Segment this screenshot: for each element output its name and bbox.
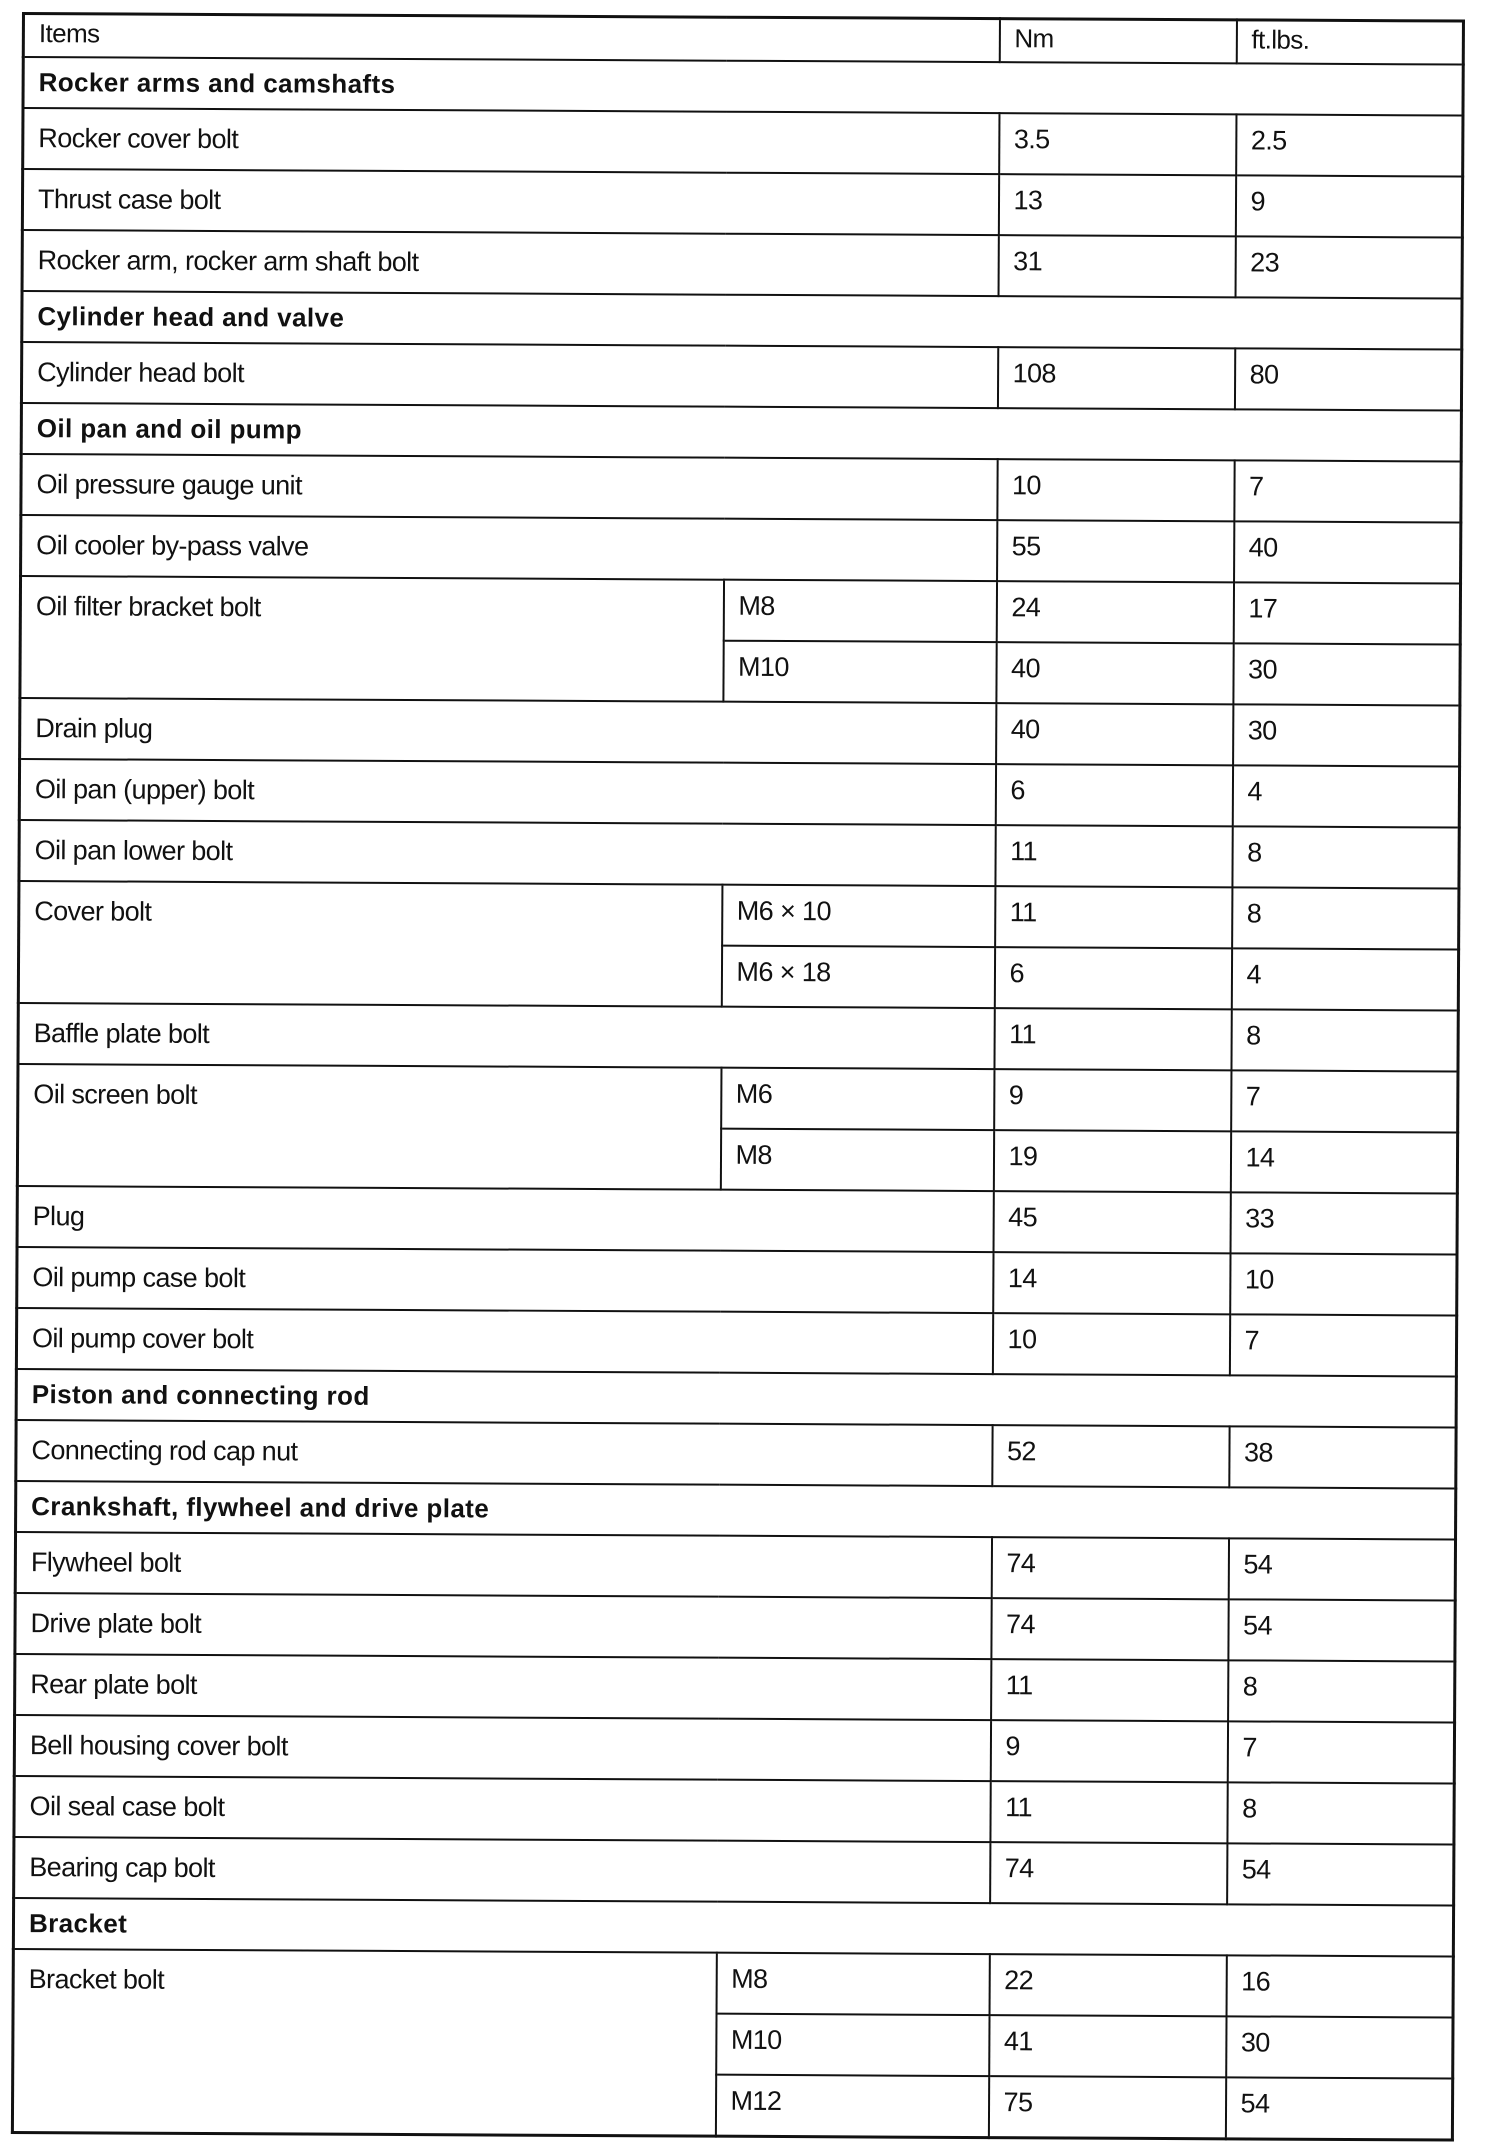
item-name: Bracket bolt [12,1949,716,2136]
item-name: Baffle plate bolt [18,1003,994,1069]
item-name: Oil filter bracket bolt [20,576,724,702]
bolt-size: M12 [715,2075,988,2138]
item-name: Cylinder head bolt [21,342,997,408]
section-title: Bracket [13,1898,1453,1957]
item-name: Oil pump cover bolt [16,1308,992,1374]
torque-ftlbs: 8 [1232,887,1459,949]
item-name: Drain plug [20,698,996,764]
section-heading-row [16,1369,1456,1428]
torque-ftlbs: 54 [1228,1538,1455,1600]
torque-nm: 40 [996,703,1233,765]
torque-nm: 3.5 [999,113,1236,175]
torque-nm: 14 [993,1252,1230,1314]
torque-ftlbs: 54 [1225,2077,1452,2140]
torque-nm: 22 [989,1954,1226,2016]
bolt-size: M8 [720,1129,993,1191]
torque-ftlbs: 16 [1226,1955,1453,2017]
table-row [18,1064,1458,1133]
torque-nm: 19 [993,1130,1230,1192]
table-row [14,1837,1454,1906]
bolt-size: M6 × 18 [721,946,994,1008]
torque-nm: 45 [993,1191,1230,1253]
section-heading-row [22,291,1462,350]
section-title: Cylinder head and valve [22,291,1462,350]
item-name: Oil pan (upper) bolt [19,759,995,825]
torque-ftlbs: 80 [1234,348,1461,410]
torque-nm: 74 [990,1842,1227,1904]
table-row [22,230,1462,299]
torque-ftlbs: 7 [1234,460,1461,522]
torque-nm: 52 [992,1425,1229,1487]
bolt-size: M8 [723,580,996,642]
torque-nm: 11 [995,886,1232,948]
torque-ftlbs: 30 [1226,2016,1453,2078]
table-row [15,1532,1455,1601]
item-name: Thrust case bolt [22,169,998,235]
torque-ftlbs: 7 [1229,1314,1456,1376]
item-name: Rear plate bolt [15,1654,991,1720]
section-title: Crankshaft, flywheel and drive plate [16,1481,1456,1540]
item-name: Oil pressure gauge unit [21,454,997,520]
torque-nm: 41 [989,2015,1226,2077]
torque-ftlbs: 54 [1227,1843,1454,1905]
table-row [19,759,1459,828]
torque-ftlbs: 9 [1235,175,1462,237]
torque-nm: 11 [994,1008,1231,1070]
table-row [15,1593,1455,1662]
item-name: Rocker arm, rocker arm shaft bolt [22,230,998,296]
torque-nm: 74 [991,1598,1228,1660]
section-title: Oil pan and oil pump [21,403,1461,462]
torque-nm: 11 [990,1781,1227,1843]
bolt-size: M8 [716,1953,989,2015]
item-name: Flywheel bolt [15,1532,991,1598]
table-row [13,1949,1453,2018]
table-row [21,454,1461,523]
torque-specification-sheet [11,12,1484,2142]
torque-ftlbs: 7 [1227,1721,1454,1783]
table-row [23,108,1463,177]
item-name: Oil screen bolt [17,1064,721,1190]
table-row [14,1776,1454,1845]
torque-ftlbs: 2.5 [1236,114,1463,176]
torque-nm: 9 [990,1720,1227,1782]
section-heading-row [23,57,1463,116]
torque-nm: 108 [997,347,1234,409]
table-row [15,1654,1455,1723]
torque-nm: 11 [991,1659,1228,1721]
bolt-size: M6 × 10 [722,885,995,947]
torque-ftlbs: 8 [1231,1009,1458,1071]
torque-nm: 6 [995,764,1232,826]
column-header-items: Items [23,14,999,63]
torque-nm: 75 [988,2076,1225,2139]
torque-nm: 55 [997,520,1234,582]
section-heading-row [21,403,1461,462]
torque-nm: 24 [996,581,1233,643]
bolt-size: M10 [723,641,996,703]
torque-table-body [12,14,1463,2141]
bolt-size: M6 [721,1068,994,1130]
section-heading-row [16,1481,1456,1540]
table-row [20,698,1460,767]
table-row [16,1308,1456,1377]
torque-ftlbs: 54 [1228,1599,1455,1661]
table-row [17,1247,1457,1316]
torque-ftlbs: 4 [1231,948,1458,1010]
torque-nm: 40 [996,642,1233,704]
item-name: Bearing cap bolt [14,1837,990,1903]
item-name: Bell housing cover bolt [14,1715,990,1781]
torque-nm: 10 [997,459,1234,521]
table-row [19,881,1459,950]
column-header-nm: Nm [999,19,1236,64]
item-name: Oil pump case bolt [17,1247,993,1313]
table-row [21,515,1461,584]
torque-ftlbs: 17 [1233,582,1460,644]
torque-nm: 6 [994,947,1231,1009]
table-row [19,820,1459,889]
item-name: Oil cooler by-pass valve [21,515,997,581]
torque-nm: 11 [995,825,1232,887]
torque-table [11,12,1465,2142]
torque-ftlbs: 8 [1228,1660,1455,1722]
item-name: Oil pan lower bolt [19,820,995,886]
torque-nm: 10 [992,1313,1229,1375]
header-row [23,14,1463,65]
torque-ftlbs: 14 [1230,1131,1457,1193]
table-row [17,1186,1457,1255]
torque-ftlbs: 30 [1233,643,1460,705]
torque-ftlbs: 7 [1231,1070,1458,1132]
table-row [22,169,1462,238]
torque-nm: 13 [998,174,1235,236]
torque-ftlbs: 33 [1230,1192,1457,1254]
item-name: Cover bolt [18,881,722,1007]
table-row [18,1003,1458,1072]
item-name: Drive plate bolt [15,1593,991,1659]
bolt-size: M10 [716,2014,989,2076]
torque-nm: 9 [994,1069,1231,1131]
torque-ftlbs: 23 [1235,236,1462,298]
section-title: Piston and connecting rod [16,1369,1456,1428]
torque-ftlbs: 8 [1232,826,1459,888]
torque-ftlbs: 40 [1234,521,1461,583]
section-heading-row [13,1898,1453,1957]
table-row [21,342,1461,411]
item-name: Connecting rod cap nut [16,1420,992,1486]
torque-ftlbs: 8 [1227,1782,1454,1844]
table-row [14,1715,1454,1784]
torque-nm: 31 [998,235,1235,297]
torque-ftlbs: 10 [1230,1253,1457,1315]
item-name: Plug [17,1186,993,1252]
torque-ftlbs: 4 [1232,765,1459,827]
table-row [16,1420,1456,1489]
table-row [20,576,1460,645]
column-header-ftlbs: ft.lbs. [1236,20,1463,65]
torque-nm: 74 [991,1537,1228,1599]
item-name: Oil seal case bolt [14,1776,990,1842]
item-name: Rocker cover bolt [23,108,999,174]
torque-ftlbs: 30 [1233,704,1460,766]
section-title: Rocker arms and camshafts [23,57,1463,116]
torque-ftlbs: 38 [1229,1426,1456,1488]
